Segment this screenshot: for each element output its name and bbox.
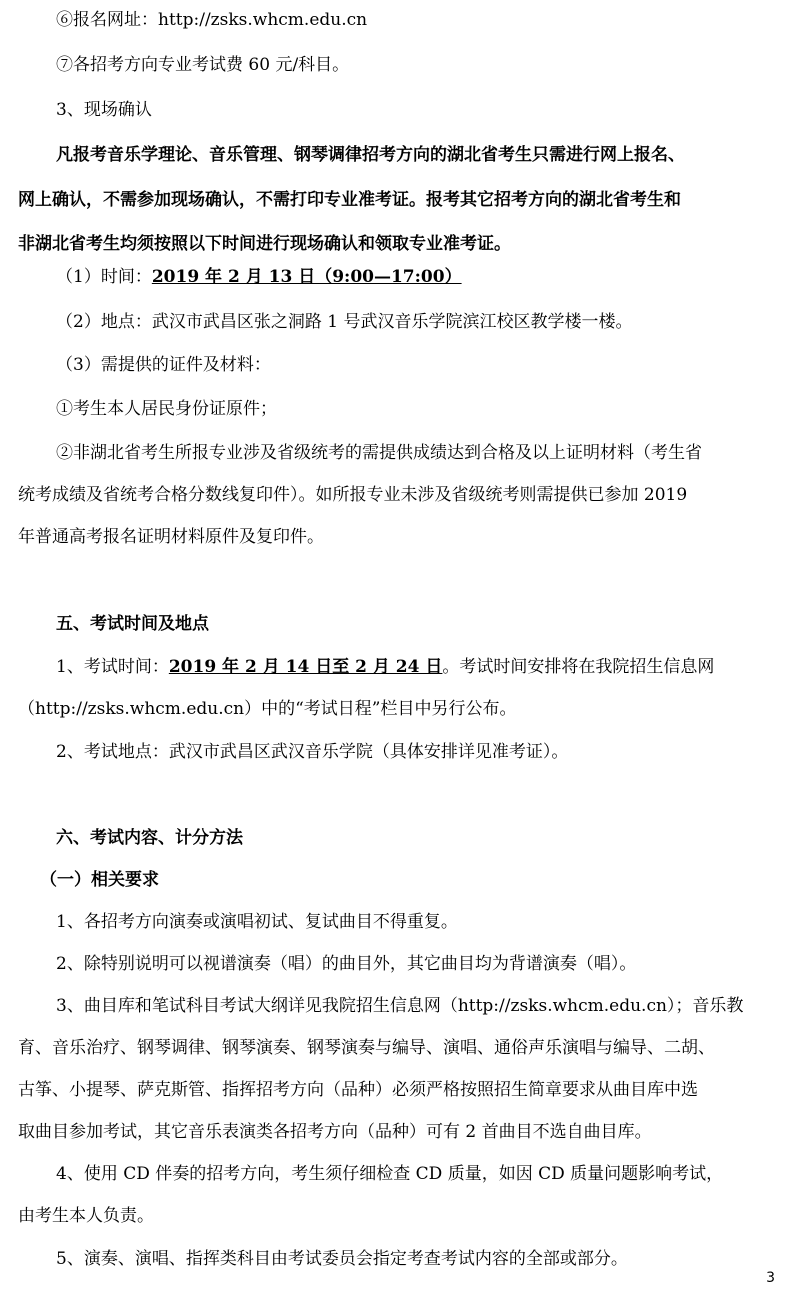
requirement-4-line-1: 4、使用 CD 伴奏的招考方向，考生须仔细检查 CD 质量，如因 CD 质量问题影响考试， — [56, 1164, 724, 1184]
onsite-confirm-heading: 3、现场确认 — [56, 100, 152, 120]
confirm-notice-line-2: 网上确认，不需参加现场确认，不需打印专业准考证。报考其它招考方向的湖北省考生和 — [18, 190, 681, 210]
confirm-time-label: （1）时间： — [56, 267, 152, 287]
requirement-5-line: 5、演奏、演唱、指挥类科目由考试委员会指定考查考试内容的全部或部分。 — [56, 1249, 628, 1269]
non-hubei-line-3: 年普通高考报名证明材料原件及复印件。 — [18, 527, 324, 547]
registration-url-line: ⑥报名网址：http://zsks.whcm.edu.cn — [56, 10, 368, 30]
exam-location-line: 2、考试地点：武汉市武昌区武汉音乐学院（具体安排详见准考证）。 — [56, 742, 569, 762]
non-hubei-line-1: ②非湖北省考生所报专业涉及省级统考的需提供成绩达到合格及以上证明材料（考生省 — [56, 443, 702, 463]
page-number: 3 — [766, 1270, 775, 1286]
non-hubei-line-2: 统考成绩及省统考合格分数线复印件）。如所报专业未涉及省级统考则需提供已参加 2019 — [18, 485, 688, 505]
confirm-time-value: 2019 年 2 月 13 日（9:00—17:00） — [151, 267, 462, 287]
exam-fee-line: ⑦各招考方向专业考试费 60 元/科目。 — [56, 55, 350, 75]
requirement-2-line: 2、除特别说明可以视谱演奏（唱）的曲目外，其它曲目均为背谱演奏（唱）。 — [56, 954, 637, 974]
exam-schedule-url-line: （http://zsks.whcm.edu.cn）中的“考试日程”栏目中另行公布。 — [18, 699, 517, 719]
confirm-time-line — [56, 265, 462, 289]
requirement-3-line-4: 取曲目参加考试，其它音乐表演类各招考方向（品种）可有 2 首曲目不选自曲目库。 — [18, 1122, 652, 1142]
confirm-location-line: （2）地点：武汉市武昌区张之洞路 1 号武汉音乐学院滨江校区教学楼一楼。 — [56, 312, 633, 332]
id-card-line: ①考生本人居民身份证原件； — [56, 399, 277, 419]
requirement-3-line-3: 古筝、小提琴、萨克斯管、指挥招考方向（品种）必须严格按照招生简章要求从曲目库中选 — [18, 1080, 698, 1100]
required-documents-line: （3）需提供的证件及材料： — [56, 355, 271, 375]
section-six-heading: 六、考试内容、计分方法 — [56, 828, 243, 848]
confirm-notice-line-3: 非湖北省考生均须按照以下时间进行现场确认和领取专业准考证。 — [18, 234, 511, 254]
requirement-3-line-2: 育、音乐治疗、钢琴调律、钢琴演奏、钢琴演奏与编导、演唱、通俗声乐演唱与编导、二胡、 — [18, 1038, 715, 1058]
exam-time-label: 1、考试时间： — [56, 657, 169, 677]
exam-time-value: 2019 年 2 月 14 日至 2 月 24 日 — [168, 657, 443, 677]
requirement-1-line: 1、各招考方向演奏或演唱初试、复试曲目不得重复。 — [56, 912, 458, 932]
section-five-heading: 五、考试时间及地点 — [56, 614, 209, 634]
subsection-one-heading: （一）相关要求 — [40, 870, 159, 890]
confirm-notice-line-1: 凡报考音乐学理论、音乐管理、钢琴调律招考方向的湖北省考生只需进行网上报名、 — [56, 145, 685, 165]
exam-time-line — [56, 655, 714, 679]
exam-time-note: 。考试时间安排将在我院招生信息网 — [442, 657, 715, 677]
requirement-3-line-1: 3、曲目库和笔试科目考试大纲详见我院招生信息网（http://zsks.whcm.edu.cn）；音乐教 — [56, 996, 744, 1016]
requirement-4-line-2: 由考生本人负责。 — [18, 1206, 154, 1226]
